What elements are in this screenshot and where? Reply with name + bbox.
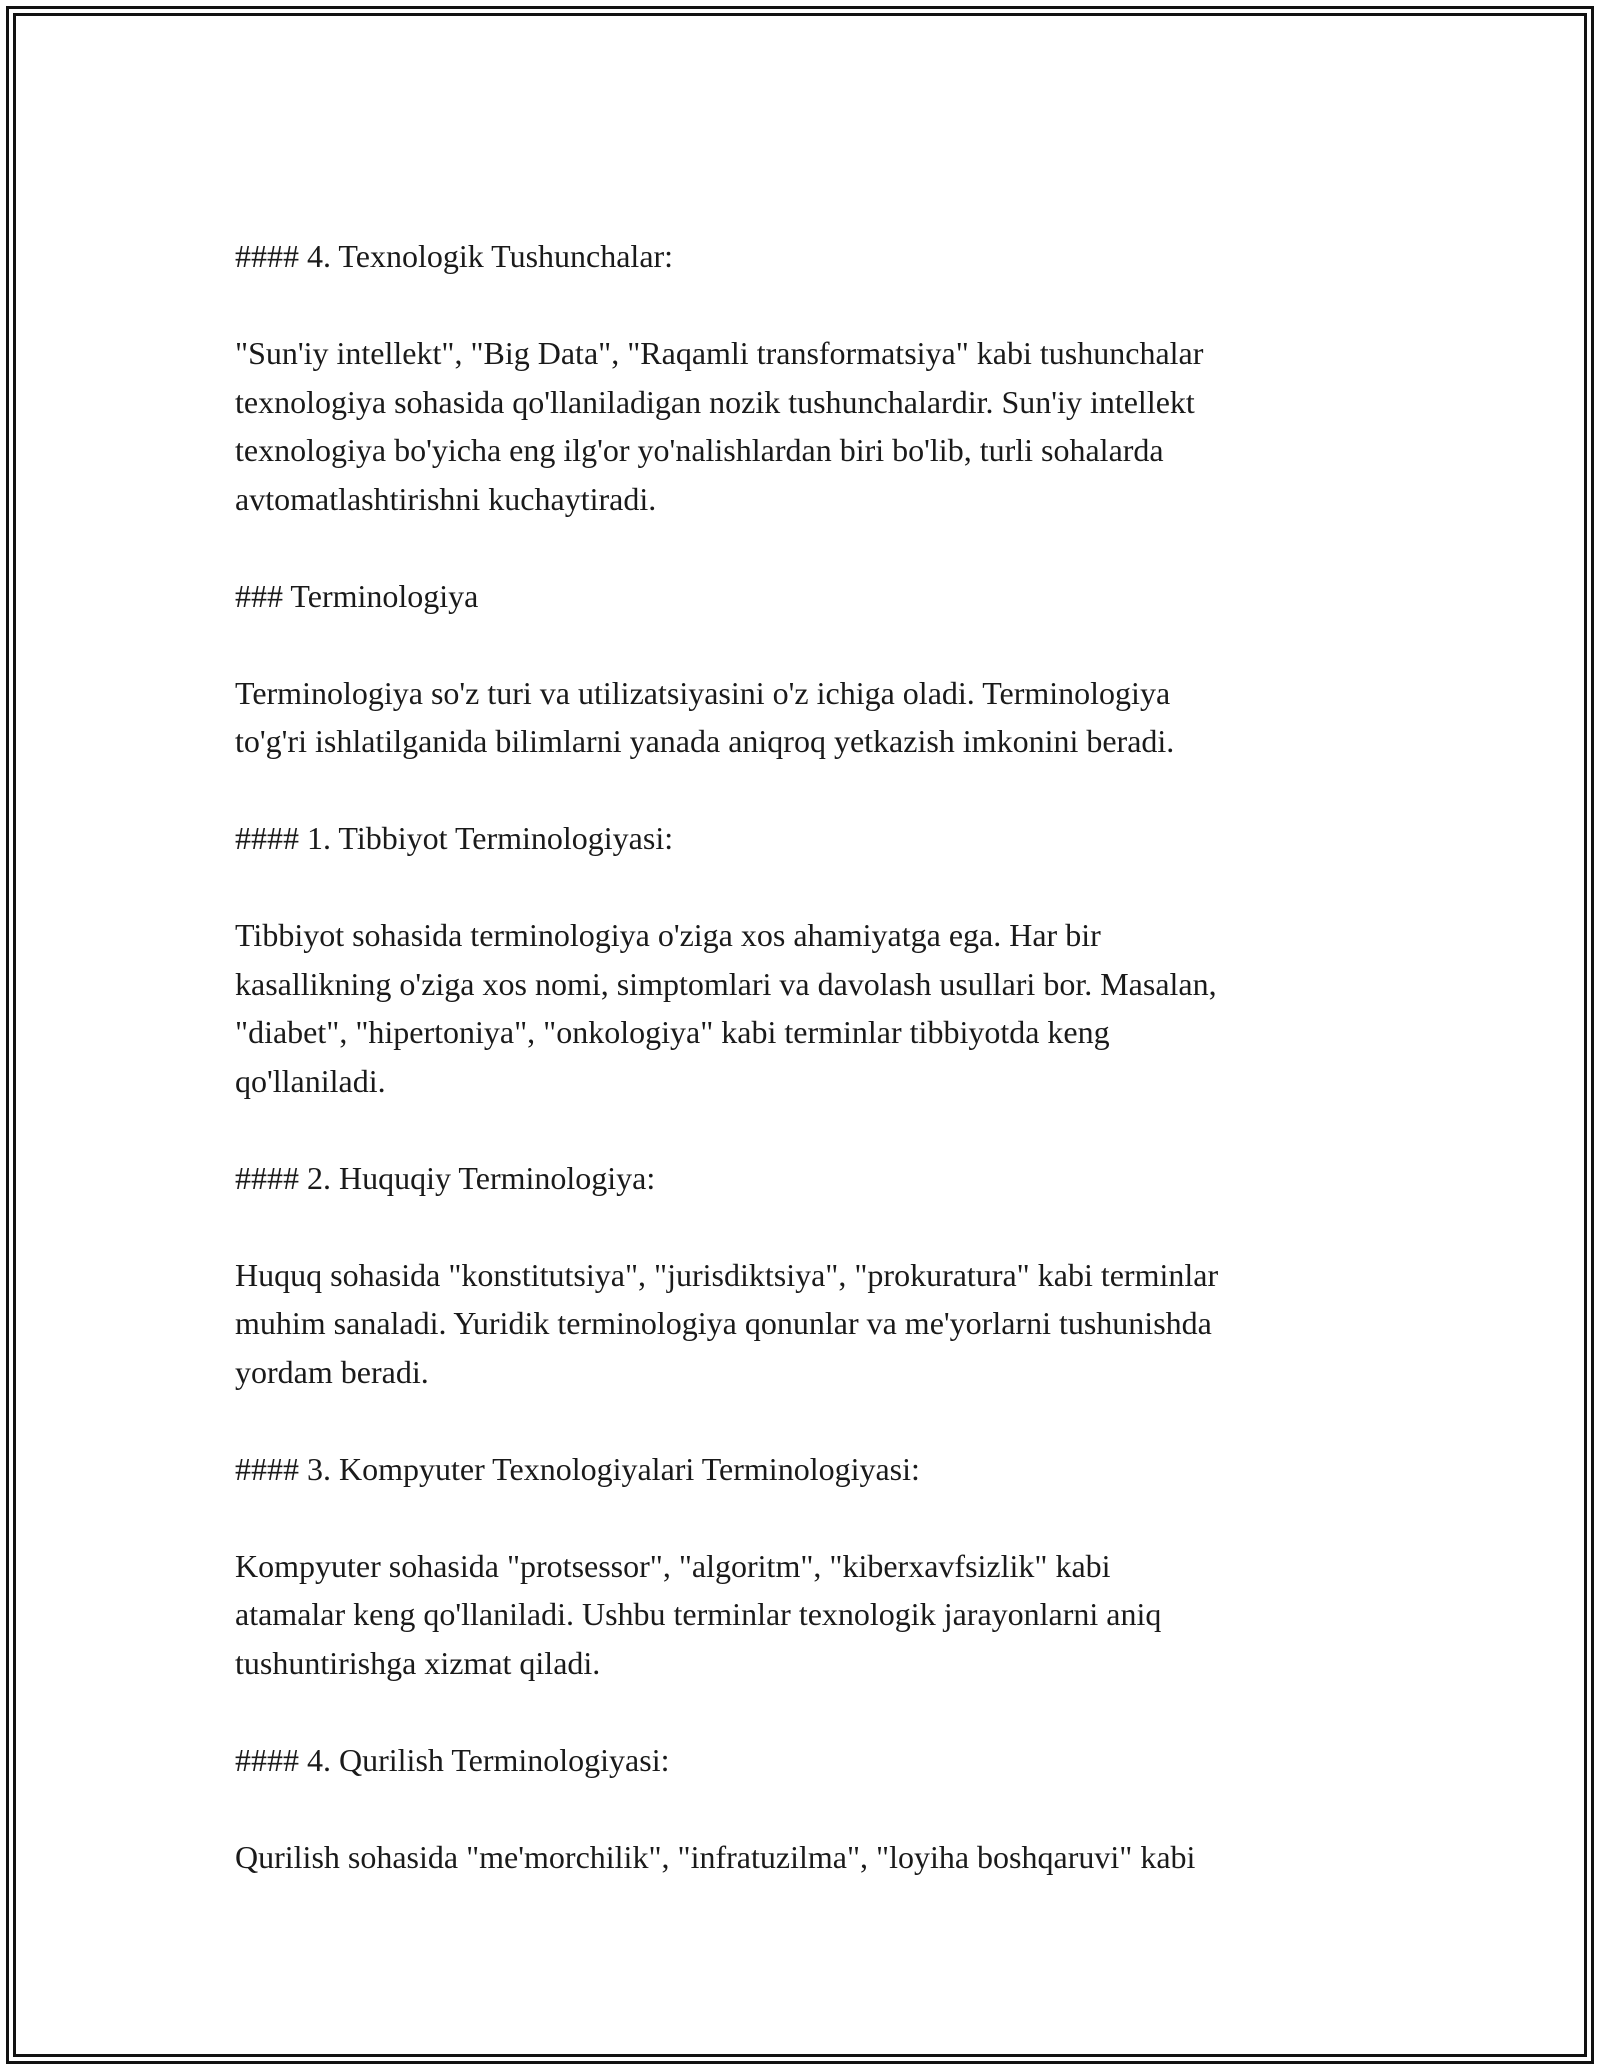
body-paragraph (235, 1542, 1370, 1688)
paragraph-gap (235, 1202, 1370, 1251)
paragraph-line: Qurilish sohasida "me'morchilik", "infratuzilma", "loyiha boshqaruvi" kabi (235, 1838, 1196, 1875)
paragraph-line: atamalar keng qo'llaniladi. Ushbu terminlar texnologik jarayonlarni aniq (235, 1596, 1162, 1632)
paragraph-line: tushuntirishga xizmat qiladi. (235, 1644, 601, 1681)
paragraph-gap (235, 1784, 1370, 1833)
paragraph-line: to'g'ri ishlatilganida bilimlarni yanada aniqroq yetkazish imkonini beradi. (235, 723, 1175, 759)
paragraph-gap (235, 1396, 1370, 1445)
document-body (235, 232, 1370, 1881)
paragraph-line: qo'llaniladi. (235, 1062, 386, 1099)
body-paragraph (235, 1251, 1370, 1397)
paragraph-gap (235, 281, 1370, 330)
section-heading (235, 1154, 1370, 1203)
heading-line: #### 4. Texnologik Tushunchalar: (235, 238, 674, 274)
paragraph-line: texnologiya sohasida qo'llaniladigan nozik tushunchalardir. Sun'iy intellekt (235, 383, 1195, 420)
body-paragraph (235, 1833, 1370, 1882)
paragraph-line: Huquq sohasida "konstitutsiya", "jurisdiktsiya", "prokuratura" kabi terminlar (235, 1256, 1219, 1293)
paragraph-gap (235, 863, 1370, 912)
paragraph-line: kasallikning o'ziga xos nomi, simptomlari va davolash usullari bor. Masalan, (235, 965, 1217, 1002)
heading-line: #### 3. Kompyuter Texnologiyalari Terminologiyasi: (235, 1450, 920, 1487)
paragraph-line: Tibbiyot sohasida terminologiya o'ziga xos ahamiyatga ega. Har bir (235, 917, 1101, 953)
section-heading (235, 1445, 1370, 1494)
section-heading (235, 232, 1370, 281)
paragraph-line: Terminologiya so'z turi va utilizatsiyasini o'z ichiga oladi. Terminologiya (235, 674, 1171, 711)
paragraph-line: "diabet", "hipertoniya", "onkologiya" kabi terminlar tibbiyotda keng (235, 1014, 1110, 1050)
paragraph-gap (235, 620, 1370, 669)
paragraph-gap (235, 1105, 1370, 1154)
section-heading (235, 814, 1370, 863)
paragraph-gap (235, 523, 1370, 572)
paragraph-line: avtomatlashtirishni kuchaytiradi. (235, 480, 657, 517)
paragraph-line: "Sun'iy intellekt", "Big Data", "Raqamli transformatsiya" kabi tushunchalar (235, 335, 1204, 371)
heading-line: #### 1. Tibbiyot Terminologiyasi: (235, 820, 674, 856)
paragraph-gap (235, 1687, 1370, 1736)
heading-line: ### Terminologiya (235, 577, 479, 614)
body-paragraph (235, 329, 1370, 523)
section-heading (235, 572, 1370, 621)
heading-line: #### 2. Huquqiy Terminologiya: (235, 1159, 656, 1196)
paragraph-line: Kompyuter sohasida "protsessor", "algoritm", "kiberxavfsizlik" kabi (235, 1547, 1111, 1584)
heading-line: #### 4. Qurilish Terminologiyasi: (235, 1741, 670, 1778)
body-paragraph (235, 669, 1370, 766)
paragraph-gap (235, 766, 1370, 815)
section-heading (235, 1736, 1370, 1785)
paragraph-line: muhim sanaladi. Yuridik terminologiya qonunlar va me'yorlarni tushunishda (235, 1305, 1212, 1341)
paragraph-gap (235, 1493, 1370, 1542)
paragraph-line: yordam beradi. (235, 1353, 429, 1390)
body-paragraph (235, 911, 1370, 1105)
paragraph-line: texnologiya bo'yicha eng ilg'or yo'nalishlardan biri bo'lib, turli sohalarda (235, 432, 1164, 468)
